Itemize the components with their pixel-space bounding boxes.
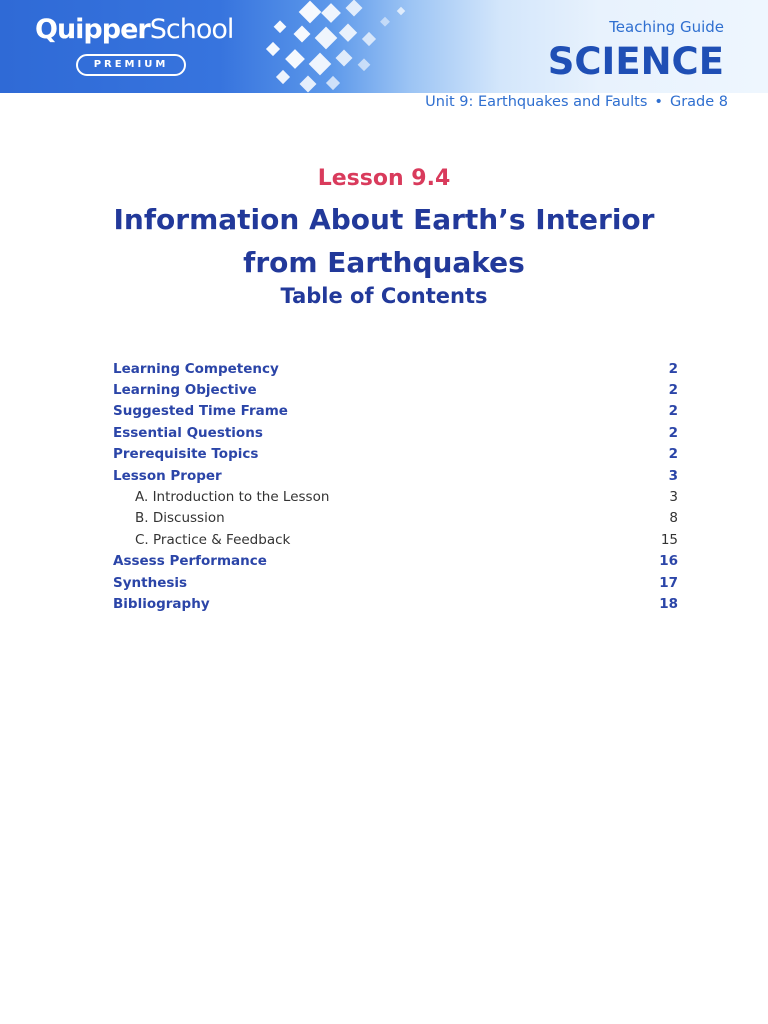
toc-entry-label: Suggested Time Frame — [113, 403, 288, 420]
toc-entry-page: 2 — [668, 382, 678, 399]
toc-entry-label: Prerequisite Topics — [113, 446, 259, 463]
logo-light-text: School — [149, 14, 234, 45]
toc-entry-page: 18 — [659, 595, 678, 612]
toc-entry-page: 2 — [668, 446, 678, 463]
toc-entry-label: Essential Questions — [113, 424, 263, 441]
toc-entry-page: 3 — [668, 467, 678, 484]
toc-entry[interactable] — [113, 444, 678, 465]
toc-entry[interactable] — [113, 551, 678, 572]
teaching-guide-label: Teaching Guide — [609, 18, 724, 36]
toc-entry-label: Learning Objective — [113, 382, 257, 399]
toc-entry-label: C. Practice & Feedback — [135, 531, 291, 548]
toc-entry-label: Assess Performance — [113, 553, 267, 570]
toc-entry[interactable] — [113, 572, 678, 593]
lesson-title-line-1: Information About Earth’s Interior — [113, 203, 655, 236]
toc-entry-label: Bibliography — [113, 595, 210, 612]
toc-entry[interactable] — [113, 465, 678, 486]
separator-dot: • — [654, 94, 663, 110]
toc-subentry[interactable] — [113, 486, 678, 507]
toc-entry-label: B. Discussion — [135, 510, 225, 527]
toc-entry-label: A. Introduction to the Lesson — [135, 489, 330, 506]
toc-entry-page: 2 — [668, 403, 678, 420]
toc-entry-page: 16 — [659, 553, 678, 570]
subject-title: SCIENCE — [547, 40, 724, 83]
toc-entry-page: 8 — [669, 510, 678, 527]
lesson-title — [0, 198, 768, 284]
unit-label: Unit 9: Earthquakes and Faults — [425, 94, 648, 110]
logo-bold-text: Quipper — [35, 14, 150, 45]
toc-entry[interactable] — [113, 379, 678, 400]
quipper-school-logo — [35, 14, 233, 45]
lesson-number: Lesson 9.4 — [317, 166, 451, 191]
toc-entry-page: 15 — [660, 531, 678, 548]
toc-entry[interactable] — [113, 593, 678, 614]
unit-grade-line — [425, 94, 728, 110]
toc-entry-label: Lesson Proper — [113, 467, 222, 484]
toc-entry[interactable] — [113, 401, 678, 422]
toc-subentry[interactable] — [113, 508, 678, 529]
toc-entry-page: 2 — [668, 360, 678, 377]
grade-label: Grade 8 — [669, 94, 728, 110]
toc-entry-label: Synthesis — [113, 574, 188, 591]
table-of-contents — [113, 358, 678, 615]
toc-entry-page: 17 — [659, 574, 678, 591]
toc-entry[interactable] — [113, 422, 678, 443]
toc-entry-page: 2 — [668, 424, 678, 441]
toc-subentry[interactable] — [113, 529, 678, 550]
toc-heading: Table of Contents — [280, 284, 488, 308]
toc-entry-page: 3 — [669, 489, 678, 506]
decorative-diamond-pattern — [262, 0, 422, 93]
toc-entry[interactable] — [113, 358, 678, 379]
header-banner — [0, 0, 768, 93]
toc-entry-label: Learning Competency — [113, 360, 279, 377]
premium-badge: PREMIUM — [76, 54, 186, 76]
lesson-title-line-2: from Earthquakes — [243, 246, 525, 279]
